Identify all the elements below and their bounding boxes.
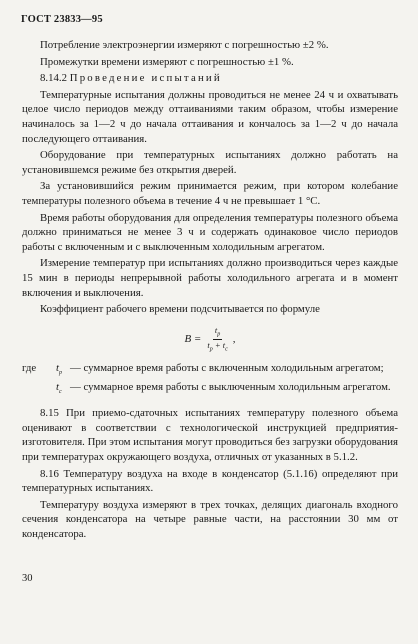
paragraph: Температуру воздуха измеряют в трех точках, делящих диагональ входного сечения конденсатора на четыре равные части, на расстоянии 30 мм от конденсатора. <box>22 498 398 540</box>
formula-denominator: $t_р + t_с$ <box>207 340 228 353</box>
paragraph: Промежутки времени измеряют с погрешностью ±1 %. <box>40 55 294 68</box>
formula-numerator: $t_р$ <box>213 325 222 341</box>
paragraph: 8.16 Температуру воздуха на входе в конденсатор (5.1.16) определяют при температурных испытаниях. <box>22 467 398 495</box>
paragraph: Температурные испытания должны проводиться не менее 24 ч и охватывать целое число периодов между оттаиваниями таким образом, чтобы измерение начиналось за 1—2 ч до начала оттаивания и кончалось за 1—2 ч до начала последующего оттаивания. <box>22 88 398 145</box>
where-item <box>22 361 398 381</box>
section-number: 8.14.2 <box>40 72 67 85</box>
section-title: Проведение испытаний <box>69 72 222 85</box>
where-definition: — суммарное время работы с включенным холодильным агрегатом; <box>70 361 384 374</box>
where-definition: — суммарное время работы с выключенным холодильным агрегатом. <box>70 381 391 394</box>
paragraph: Коэффициент рабочего времени подсчитывается по формуле <box>40 303 320 316</box>
formula <box>22 325 398 355</box>
paragraph: За установившийся режим принимается режим, при котором колебание температуры полезного объема в течение 4 ч не превышает 1 °С. <box>22 180 398 207</box>
paragraph: Потребление электроэнергии измеряют с погрешностью ±2 %. <box>40 39 329 51</box>
formula-comma: , <box>232 333 236 346</box>
standard-header: ГОСТ 23833—95 <box>21 14 103 25</box>
where-item <box>22 380 398 400</box>
paragraph: Оборудование при температурных испытаниях должно работать на установившемся режиме без открытия дверей. <box>22 149 398 176</box>
where-symbol: $t_с$ <box>56 381 62 396</box>
page-number: 30 <box>22 573 33 584</box>
formula-lhs: B = <box>184 333 202 346</box>
paragraph: Измерение температур при испытаниях должно производиться через каждые 15 мин в периоды непрерывной работы холодильного агрегата и в момент включения и выключения. <box>22 257 398 299</box>
where-symbol: $t_р$ <box>56 361 62 376</box>
document-body <box>22 38 398 544</box>
formula-fraction <box>205 325 229 355</box>
paragraph: 8.15 При приемо-сдаточных испытаниях температуру полезного объема оценивают в соответствии с технологической инструкцией предприятия-изготовителя. При этом испытания могут проводиться без загрузки оборудования при температурах окружающего воздуха, отличных от указанных в 5.1.2. <box>22 407 398 463</box>
section-heading <box>22 71 398 86</box>
where-lead: где <box>22 361 37 374</box>
paragraph: Время работы оборудования для определения температуры полезного объема должно приниматься не менее 3 ч и содержать одинаковое число периодов работы с включенным и с выключенным холодильным агрегатом. <box>22 211 398 253</box>
